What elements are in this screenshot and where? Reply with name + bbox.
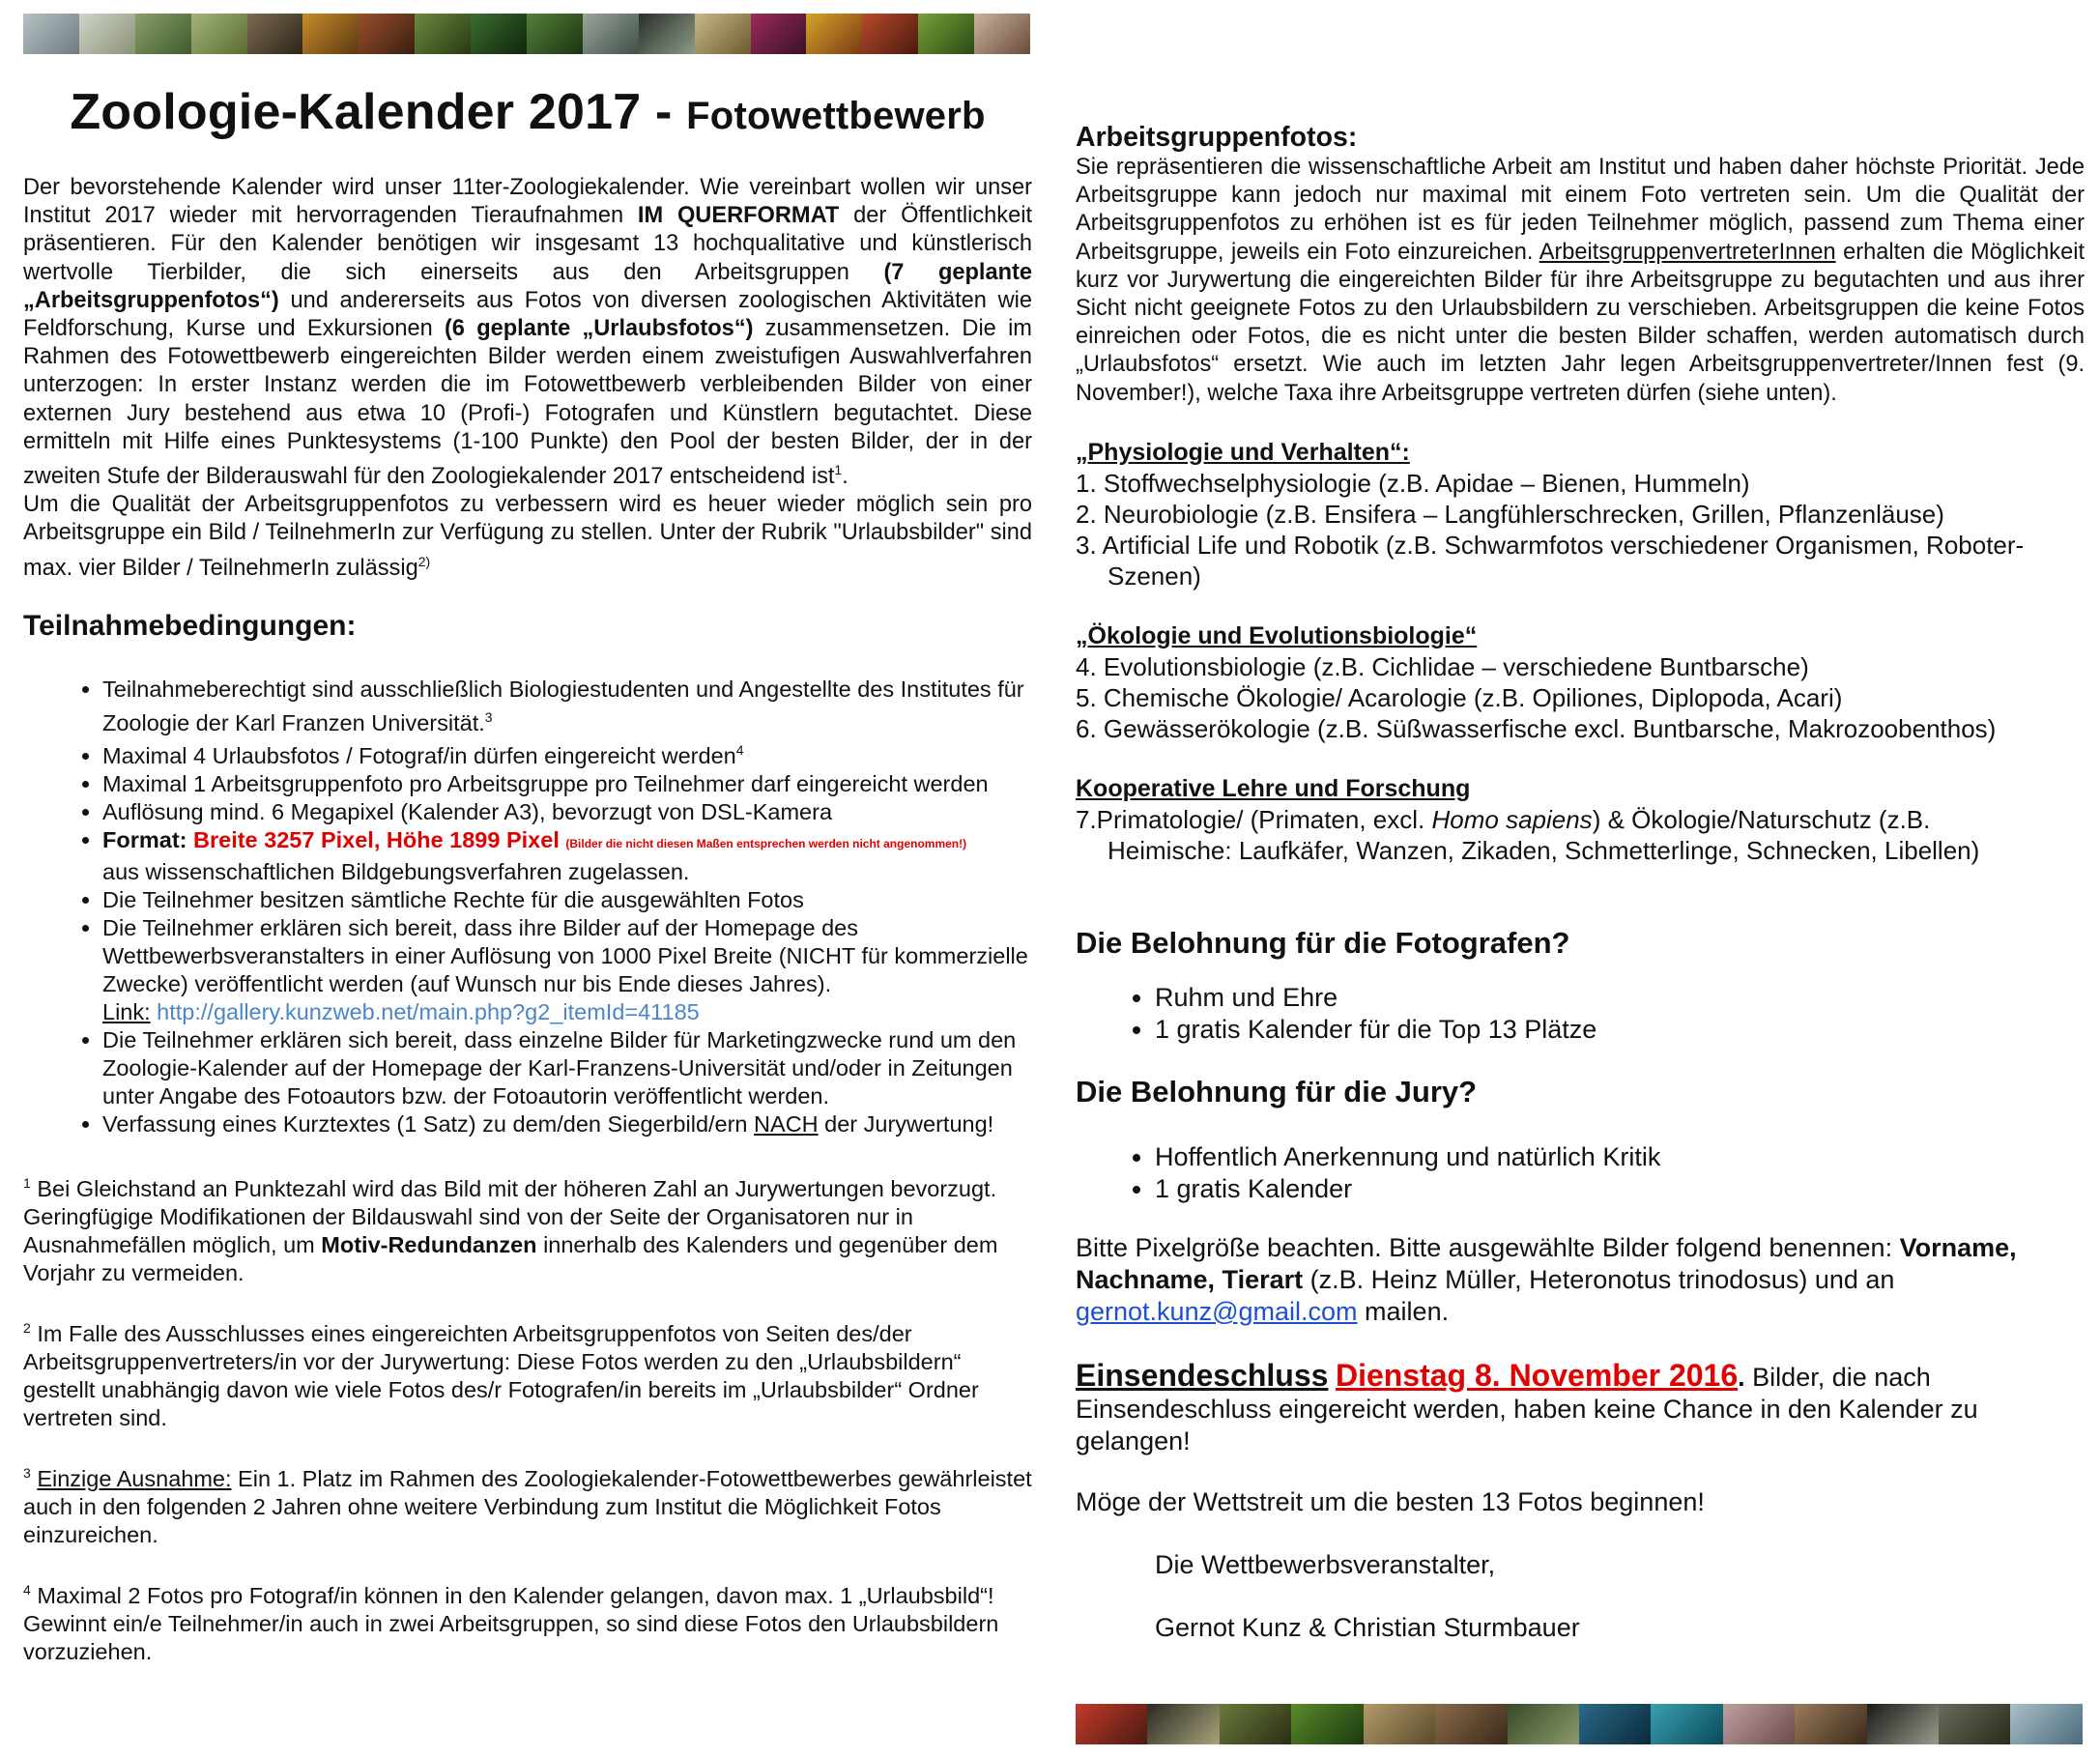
list-item: 1. Stoffwechselphysiologie (z.B. Apidae – Bienen, Hummeln): [1076, 468, 1750, 498]
photo-thumb: [1076, 1704, 1147, 1744]
list-item: • Hoffentlich Anerkennung und natürlich Kritik: [1155, 1141, 2085, 1173]
section-cooperative: Kooperative Lehre und Forschung: [1076, 774, 1471, 802]
photo-thumb: [1147, 1704, 1219, 1744]
photo-thumb: [1723, 1704, 1795, 1744]
conditions-heading: Teilnahmebedingungen:: [23, 609, 357, 642]
conditions-list: [23, 676, 1032, 1139]
signature-line-2: Gernot Kunz & Christian Sturmbauer: [1155, 1612, 1580, 1642]
intro-paragraph: Der bevorstehende Kalender wird unser 11ter-Zoologiekalender. Wie vereinbart wollen wir unser Institut 2017 wieder mit hervorragenden Tieraufnahmen IM QUERFORMAT der Öffentlichkeit präsentieren. Für den Kalender benötigen wir insgesamt 13 hochqualitative und künstlerisch wertvolle Tierbilder, die sich einerseits aus den Arbeitsgruppen (7 geplante „Arbeitsgruppenfotos“) und andererseits aus Fotos von diversen zoologischen Aktivitäten wie Feldforschung, Kurse und Exkursionen (6 geplante „Urlaubsfotos“) zusammensetzen. Die im Rahmen des Fotowettbewerb eingereichten Bilder werden einem zweistufigen Auswahlverfahren unterzogen: In erster Instanz werden die im Fotowettbewerb verbleibenden Bilder von einer externen Jury bestehend aus etwa 10 (Profi-) Fotografen und Künstlern begutachtet. Diese ermitteln mit Hilfe eines Punktesystems (1-100 Punkte) den Pool der besten Bilder, der in der zweiten Stufe der Bilderauswahl für den Zoologiekalender 2017 entscheidend ist$^1$. Um die Qualität der Arbeitsgruppenfotos zu verbessern wird es heuer wieder möglich sein pro Arbeitsgruppe ein Bild / TeilnehmerIn zur Verfügung zu stellen. Unter der Rubrik "Urlaubsbilder" sind max. vier Bilder / TeilnehmerIn zulässig$^{2)}$: [23, 175, 1033, 581]
workgroups-paragraph: Sie repräsentieren die wissenschaftliche Arbeit am Institut und haben daher höchste Priorität. Jede Arbeitsgruppe kann jedoch nur maximal mit einem Foto vertreten sein. Um die Qualität der Arbeitsgruppenfotos zu erhöhen ist es für jeden Teilnehmer möglich, passend zum Thema einer Arbeitsgruppe, jeweils ein Foto einzureichen. ArbeitsgruppenvertreterInnen erhalten die Möglichkeit kurz vor Jurywertung die eingereichten Bilder für ihre Arbeitsgruppe zu begutachten und aus ihrer Sicht nicht geeignete Fotos zu den Urlaubsbildern zu verschieben. Arbeitsgruppen die keine Fotos einreichen oder Fotos, die es nicht unter die besten Bilder schaffen, werden automatisch durch „Urlaubsfotos“ ersetzt. Wie auch im letzten Jahr legen Arbeitsgruppenvertreter/Innen fest (9. November!), welche Taxa ihre Arbeitsgruppe vertreten dürfen (siehe unten).: [1076, 155, 2085, 406]
header-photo-strip: [23, 14, 1030, 54]
closing-wish: Möge der Wettstreit um die besten 13 Fotos beginnen!: [1076, 1486, 1705, 1516]
list-item: 2. Neurobiologie (z.B. Ensifera – Langfühlerschrecken, Grillen, Pflanzenläuse): [1076, 499, 1944, 529]
list-item: • Die Teilnehmer erklären sich bereit, dass ihre Bilder auf der Homepage des Wettbewerbsveranstalters in einer Auflösung von 1000 Pixel Breite (NICHT für kommerzielle Zwecke) veröffentlicht werden (auf Wunsch nur bis Ende dieses Jahres). Link: http://gallery.kunzweb.net/main.php?g2_itemId=41185: [102, 914, 1032, 1026]
list-item: • 1 gratis Kalender: [1155, 1173, 2085, 1205]
footnote-1: $^1$ Bei Gleichstand an Punktezahl wird das Bild mit der höheren Zahl an Jurywertungen bevorzugt. Geringfügige Modifikationen der Bildauswahl sind von der Seite der Organisatoren nur in Ausnahmefällen möglich, um Motiv-Redundanzen innerhalb des Kalenders und gegenüber dem Vorjahr zu vermeiden.: [23, 1175, 998, 1286]
list-item: 4. Evolutionsbiologie (z.B. Cichlidae – verschiedene Buntbarsche): [1076, 651, 1809, 681]
photo-thumb: [862, 14, 918, 54]
reward-jury-list: [1076, 1141, 2085, 1205]
list-item: 3. Artificial Life und Robotik (z.B. Schwarmfotos verschiedener Organismen, Roboter-: [1076, 530, 2025, 560]
photo-thumb: [23, 14, 79, 54]
reward-photographers-heading: Die Belohnung für die Fotografen?: [1076, 925, 1570, 960]
photo-thumb: [2010, 1704, 2082, 1744]
photo-thumb: [1435, 1704, 1507, 1744]
section-ecology: „Ökologie und Evolutionsbiologie“: [1076, 621, 1478, 649]
photo-thumb: [135, 14, 191, 54]
deadline-paragraph: Einsendeschluss Dienstag 8. November 2016. Bilder, die nach Einsendeschluss eingereicht werden, haben keine Chance in den Kalender zu gelangen!: [1076, 1357, 1978, 1455]
photo-thumb: [639, 14, 695, 54]
footnote-3: $^3$ Einzige Ausnahme: Ein 1. Platz im Rahmen des Zoologiekalender-Fotowettbewerbes gewährleistet auch in den folgenden 2 Jahren ohne weitere Verbindung zum Institut die Möglichkeit Fotos einzureichen.: [23, 1464, 1032, 1547]
list-item: 6. Gewässerökologie (z.B. Süßwasserfische excl. Buntbarsche, Makrozoobenthos): [1076, 713, 1997, 743]
photo-thumb: [974, 14, 1030, 54]
list-item: • Teilnahmeberechtigt sind ausschließlich Biologiestudenten und Angestellte des Institutes für Zoologie der Karl Franzen Universität.$^3$: [102, 676, 1032, 737]
list-item: • Maximal 1 Arbeitsgruppenfoto pro Arbeitsgruppe pro Teilnehmer darf eingereicht werden: [102, 770, 1032, 798]
gallery-link[interactable]: http://gallery.kunzweb.net/main.php?g2_itemId=41185: [157, 999, 700, 1025]
photo-thumb: [1579, 1704, 1651, 1744]
photo-thumb: [1867, 1704, 1939, 1744]
footnote-2: $^2$ Im Falle des Ausschlusses eines eingereichten Arbeitsgruppenfotos von Seiten des/der Arbeitsgruppenvertreters/in vor der Jurywertung: Diese Fotos werden zu den „Urlaubsbildern“ gestellt unabhängig davon wie viele Fotos des/r Fotografen/in bereits im „Urlaubsbilder“ Ordner vertreten sind.: [23, 1320, 979, 1430]
right-column: [1076, 122, 2085, 1644]
list-item: • Auflösung mind. 6 Megapixel (Kalender A3), bevorzugt von DSL-Kamera: [102, 798, 1032, 826]
photo-thumb: [191, 14, 247, 54]
email-link[interactable]: gernot.kunz@gmail.com: [1076, 1296, 1358, 1326]
section-physiology: „Physiologie und Verhalten“:: [1076, 438, 1410, 466]
photo-thumb: [1508, 1704, 1579, 1744]
reward-photographers-list: [1076, 982, 2085, 1046]
naming-instructions: Bitte Pixelgröße beachten. Bitte ausgewählte Bilder folgend benennen: Vorname, Nachname, Tierart (z.B. Heinz Müller, Heteronotus trinodosus) und an gernot.kunz@gmail.com mailen.: [1076, 1232, 2017, 1326]
workgroups-heading: Arbeitsgruppenfotos:: [1076, 122, 1358, 153]
photo-thumb: [1291, 1704, 1363, 1744]
list-item-continued: Szenen): [1108, 561, 1201, 590]
list-item-format: • Format: Breite 3257 Pixel, Höhe 1899 Pixel (Bilder die nicht diesen Maßen entsprechen werden nicht angenommen!) aus wissenschaftlichen Bildgebungsverfahren zugelassen.: [102, 826, 1032, 886]
footer-photo-strip: [1076, 1704, 2083, 1744]
list-item: • Verfassung eines Kurztextes (1 Satz) zu dem/den Siegerbild/ern NACH der Jurywertung!: [102, 1110, 1032, 1138]
photo-thumb: [415, 14, 471, 54]
reward-jury-heading: Die Belohnung für die Jury?: [1076, 1074, 1478, 1109]
list-item: • Ruhm und Ehre: [1155, 982, 2085, 1014]
list-item: 7.Primatologie/ (Primaten, excl. Homo sapiens) & Ökologie/Naturschutz (z.B.: [1076, 804, 1931, 834]
photo-thumb: [918, 14, 974, 54]
footnote-4: $^4$ Maximal 2 Fotos pro Fotograf/in können in den Kalender gelangen, davon max. 1 „Urlaubsbild“! Gewinnt ein/e Teilnehmer/in auch in zwei Arbeitsgruppen, so sind diese Fotos den Urlaubsbildern vorzuziehen.: [23, 1581, 999, 1664]
photo-thumb: [1939, 1704, 2010, 1744]
photo-thumb: [1795, 1704, 1866, 1744]
photo-thumb: [1220, 1704, 1291, 1744]
photo-thumb: [302, 14, 359, 54]
list-item: 5. Chemische Ökologie/ Acarologie (z.B. Opiliones, Diplopoda, Acari): [1076, 682, 1843, 712]
photo-thumb: [247, 14, 303, 54]
photo-thumb: [751, 14, 807, 54]
photo-thumb: [79, 14, 135, 54]
photo-thumb: [527, 14, 583, 54]
list-item: • 1 gratis Kalender für die Top 13 Plätze: [1155, 1014, 2085, 1046]
photo-thumb: [1651, 1704, 1722, 1744]
photo-thumb: [695, 14, 751, 54]
list-item: • Die Teilnehmer erklären sich bereit, dass einzelne Bilder für Marketingzwecke rund um den Zoologie-Kalender auf der Homepage der Karl-Franzens-Universität und/oder in Zeitungen unter Angabe des Fotoautors bzw. der Fotoautorin veröffentlicht werden.: [102, 1026, 1032, 1110]
photo-thumb: [806, 14, 862, 54]
page-title: Zoologie-Kalender 2017 - Fotowettbewerb: [70, 84, 986, 140]
signature-line-1: Die Wettbewerbsveranstalter,: [1155, 1549, 1496, 1579]
photo-thumb: [359, 14, 415, 54]
list-item: • Maximal 4 Urlaubsfotos / Fotograf/in dürfen eingereicht werden$^4$: [102, 736, 1032, 770]
left-column: [23, 83, 1032, 1693]
list-item-continued: Heimische: Laufkäfer, Wanzen, Zikaden, Schmetterlinge, Schnecken, Libellen): [1108, 835, 1980, 865]
photo-thumb: [1364, 1704, 1435, 1744]
list-item: • Die Teilnehmer besitzen sämtliche Rechte für die ausgewählten Fotos: [102, 886, 1032, 914]
photo-thumb: [583, 14, 639, 54]
photo-thumb: [471, 14, 527, 54]
